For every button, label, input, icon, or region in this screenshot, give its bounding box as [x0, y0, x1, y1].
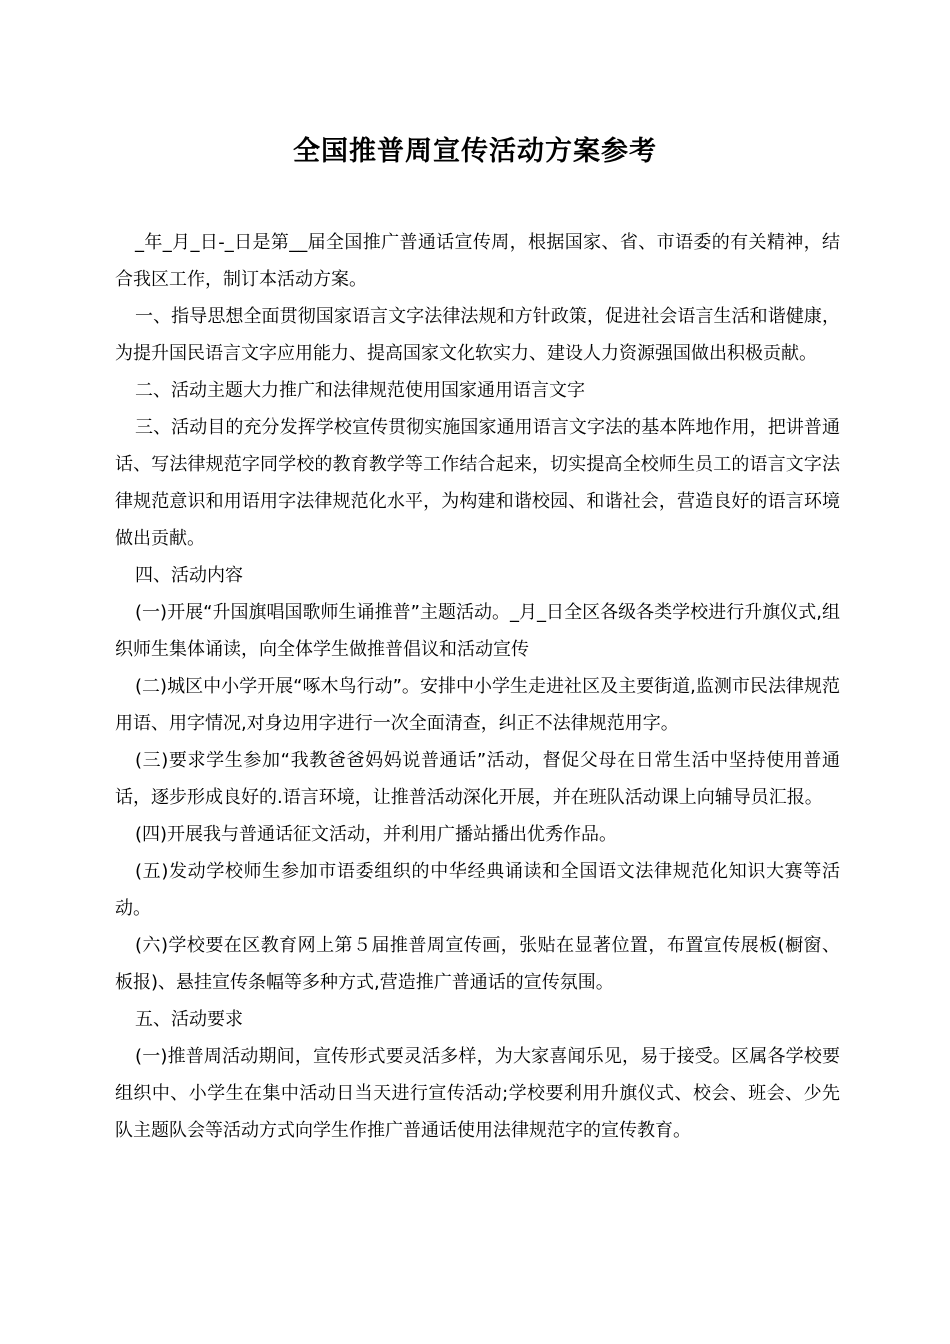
list-item-content-1: (一)开展“升国旗唱国歌师生诵推普”主题活动。_月_日全区各级各类学校进行升旗仪式,组织师生集体诵读，向全体学生做推普倡议和活动宣传	[115, 602, 840, 660]
list-item-requirement-1: (一)推普周活动期间，宣传形式要灵活多样，为大家喜闻乐见，易于接受。区属各学校要组织中、小学生在集中活动日当天进行宣传活动;学校要利用升旗仪式、校会、班会、少先队主题队会等活动方式向学生作推广普通话使用法律规范字的宣传教育。	[115, 1046, 840, 1141]
paragraph-activity-purpose: 三、活动目的充分发挥学校宣传贯彻实施国家通用语言文字法的基本阵地作用，把讲普通话、写法律规范字同学校的教育教学等工作结合起来，切实提高全校师生员工的语言文字法律规范意识和用语用字法律规范化水平，为构建和谐校园、和谐社会，营造良好的语言环境做出贡献。	[115, 417, 840, 549]
document-title: 全国推普周宣传活动方案参考	[293, 136, 657, 167]
list-item-content-5: (五)发动学校师生参加市语委组织的中华经典诵读和全国语文法律规范化知识大赛等活动。	[115, 861, 840, 919]
document-body	[115, 224, 840, 1149]
list-item-content-2: (二)城区中小学开展“啄木鸟行动”。安排中小学生走进社区及主要街道,监测市民法律规范用语、用字情况,对身边用字进行一次全面清查，纠正不法律规范用字。	[115, 676, 840, 734]
list-item-content-4: (四)开展我与普通话征文活动，并利用广播站播出优秀作品。	[135, 824, 618, 845]
paragraph-intro: _年_月_日-_日是第__届全国推广普通话宣传周，根据国家、省、市语委的有关精神，结合我区工作，制订本活动方案。	[115, 232, 840, 290]
paragraph-activity-theme: 二、活动主题大力推广和法律规范使用国家通用语言文字	[135, 380, 585, 401]
heading-activity-content: 四、活动内容	[135, 565, 243, 586]
list-item-content-6: (六)学校要在区教育网上第５届推普周宣传画，张贴在显著位置，布置宣传展板(橱窗、板报)、悬挂宣传条幅等多种方式,营造推广普通话的宣传氛围。	[115, 935, 840, 993]
list-item-content-3: (三)要求学生参加“我教爸爸妈妈说普通话”活动，督促父母在日常生活中坚持使用普通话，逐步形成良好的.语言环境，让推普活动深化开展，并在班队活动课上向辅导员汇报。	[115, 750, 840, 808]
heading-activity-requirements: 五、活动要求	[135, 1009, 243, 1030]
paragraph-guiding-ideology: 一、指导思想全面贯彻国家语言文字法律法规和方针政策，促进社会语言生活和谐健康，为提升国民语言文字应用能力、提高国家文化软实力、建设人力资源强国做出积极贡献。	[115, 306, 840, 364]
